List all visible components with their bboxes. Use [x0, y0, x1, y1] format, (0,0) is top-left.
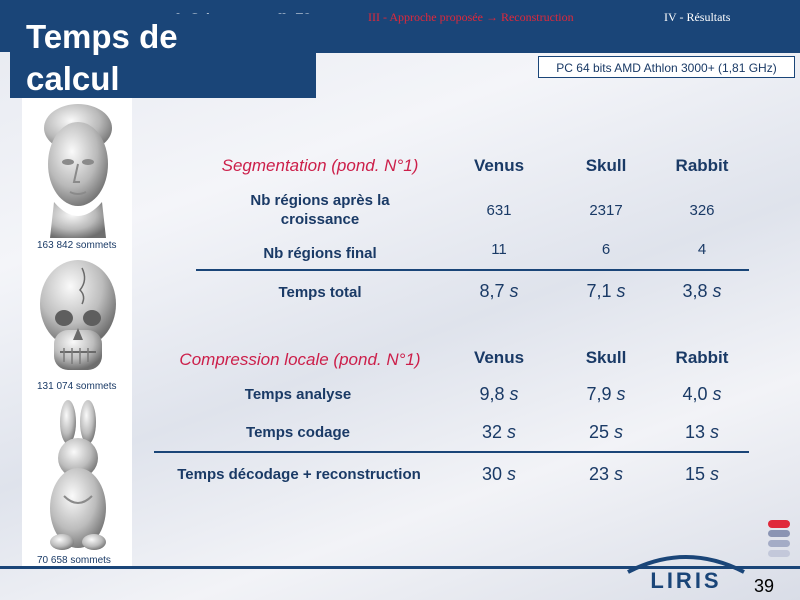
comp-value: 25 s — [588, 422, 624, 442]
seg-value: 11 — [491, 241, 507, 258]
comp-value: 4,0 s — [682, 384, 722, 404]
seg-row-label: Nb régions après la croissance — [250, 192, 390, 228]
seg-total-value: 7,1 s — [586, 281, 626, 301]
comp-value: 30 s — [481, 464, 517, 484]
segmentation-title: Segmentation (pond. N°1) — [221, 156, 419, 175]
seg-total-value: 8,7 s — [479, 281, 519, 301]
seg-value: 631 — [486, 202, 512, 219]
comp-total-divider — [154, 451, 749, 453]
seg-total-divider — [196, 269, 749, 271]
seg-col-rabbit: Rabbit — [675, 156, 729, 175]
comp-row-label: Temps décodage + reconstruction — [177, 466, 421, 483]
nav-item-resultats[interactable]: IV - Résultats — [664, 10, 731, 24]
comp-value: 32 s — [481, 422, 517, 442]
rabbit-caption: 70 658 sommets — [37, 555, 111, 566]
comp-col-venus: Venus — [473, 348, 525, 367]
seg-row-label: Nb régions final — [263, 245, 377, 262]
comp-value: 23 s — [588, 464, 624, 484]
venus-model-image — [32, 102, 122, 238]
venus-caption: 163 842 sommets — [37, 240, 117, 251]
comp-col-skull: Skull — [585, 348, 627, 367]
comp-col-rabbit: Rabbit — [675, 348, 729, 367]
title-line-1: Temps de — [26, 18, 178, 55]
page-title — [26, 16, 226, 100]
liris-logo — [624, 548, 748, 600]
comp-value: 7,9 s — [586, 384, 626, 404]
seg-col-venus: Venus — [473, 156, 525, 175]
svg-text:LIRIS: LIRIS — [650, 568, 722, 593]
hardware-box: PC 64 bits AMD Athlon 3000+ (1,81 GHz) — [538, 56, 795, 78]
seg-value: 2317 — [589, 202, 623, 219]
comp-value: 15 s — [684, 464, 720, 484]
nav-item-approche[interactable]: III - Approche proposée → Reconstruction — [368, 10, 574, 24]
rabbit-model-image — [44, 400, 112, 552]
comp-row-label: Temps analyse — [244, 386, 352, 403]
title-line-2: calcul — [26, 60, 120, 97]
skull-model-image — [38, 260, 118, 378]
slide-stack-icon — [766, 518, 792, 562]
comp-value: 9,8 s — [479, 384, 519, 404]
comp-value: 13 s — [684, 422, 720, 442]
page-number: 39 — [753, 576, 775, 596]
seg-total-value: 3,8 s — [682, 281, 722, 301]
seg-value: 326 — [689, 202, 715, 219]
seg-value: 6 — [601, 241, 611, 258]
seg-col-skull: Skull — [585, 156, 627, 175]
skull-caption: 131 074 sommets — [37, 381, 117, 392]
compression-title: Compression locale (pond. N°1) — [179, 350, 421, 369]
seg-row-label: Temps total — [278, 284, 362, 301]
comp-row-label: Temps codage — [246, 424, 350, 441]
header-divider — [316, 52, 800, 53]
seg-value: 4 — [697, 241, 707, 258]
